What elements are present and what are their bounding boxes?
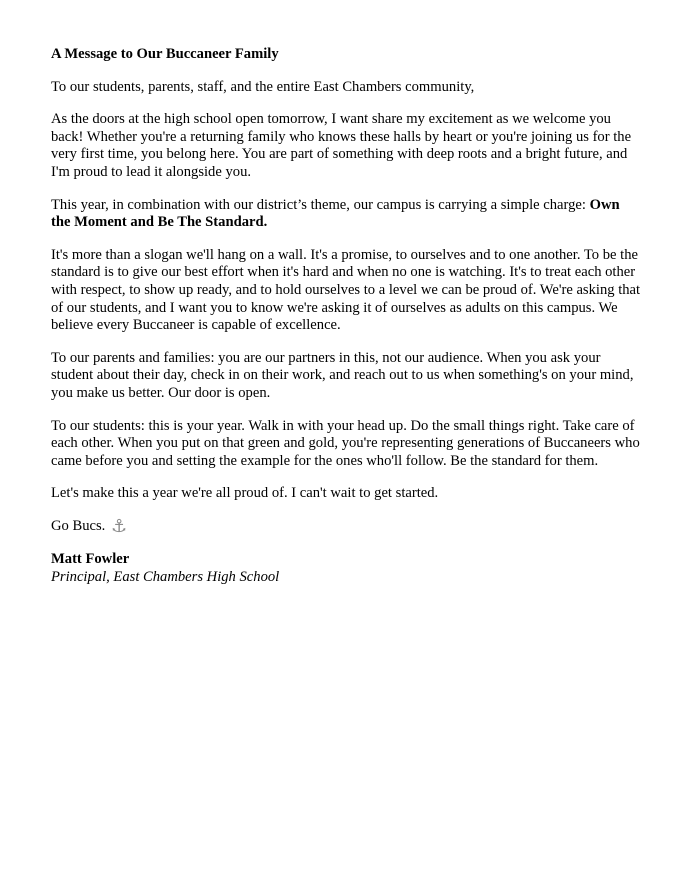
paragraph-closing: Let's make this a year we're all proud of. I can't wait to get started. [51, 485, 439, 502]
salutation: To our students, parents, staff, and the entire East Chambers community, [51, 78, 475, 95]
letter-title: A Message to Our Buccaneer Family [51, 46, 279, 62]
paragraph-parents: To our parents and families: you are our partners in this, not our audience. When you ask your student about their day, check in on their work, and reach out to us when something's on your mind, you make us better. Our door is open. [51, 349, 634, 401]
paragraph-welcome: As the doors at the high school open tomorrow, I want share my excitement as we welcome you back! Whether you're a returning family who knows these halls by heart or you're joining us for the very first time, you belong here. You are part of something with deep roots and a bright future, and I'm proud to lead it alongside you. [51, 111, 632, 180]
paragraph-theme [51, 197, 641, 232]
signoff-text: Go Bucs. [51, 517, 106, 534]
paragraph-students: To our students: this is your year. Walk in with your head up. Do the small things right. Take care of each other. When you put on that green and gold, you're representing generations of Buccaneers who came before you and setting the example for the ones who'll follow. Be the standard for them. [51, 417, 640, 469]
signature-title: Principal, East Chambers High School [51, 569, 280, 586]
theme-lead-text: This year, in combination with our district’s theme, our campus is carrying a simple charge: [51, 196, 590, 213]
paragraph-standard: It's more than a slogan we'll hang on a wall. It's a promise, to ourselves and to one another. To be the standard is to give our best effort when it's hard and when no one is watching. It's to treat each other with respect, to show up ready, and to hold ourselves to a level we can be proud of. We're asking that of our students, and I want you to know we're asking it of ourselves as adults on this campus. We believe every Buccaneer is capable of excellence. [51, 246, 641, 334]
signature-name: Matt Fowler [51, 551, 130, 568]
theme-motto: Own the Moment and Be The Standard. [51, 196, 620, 231]
anchor-icon: ⚓ [110, 515, 128, 537]
signoff [51, 515, 641, 537]
